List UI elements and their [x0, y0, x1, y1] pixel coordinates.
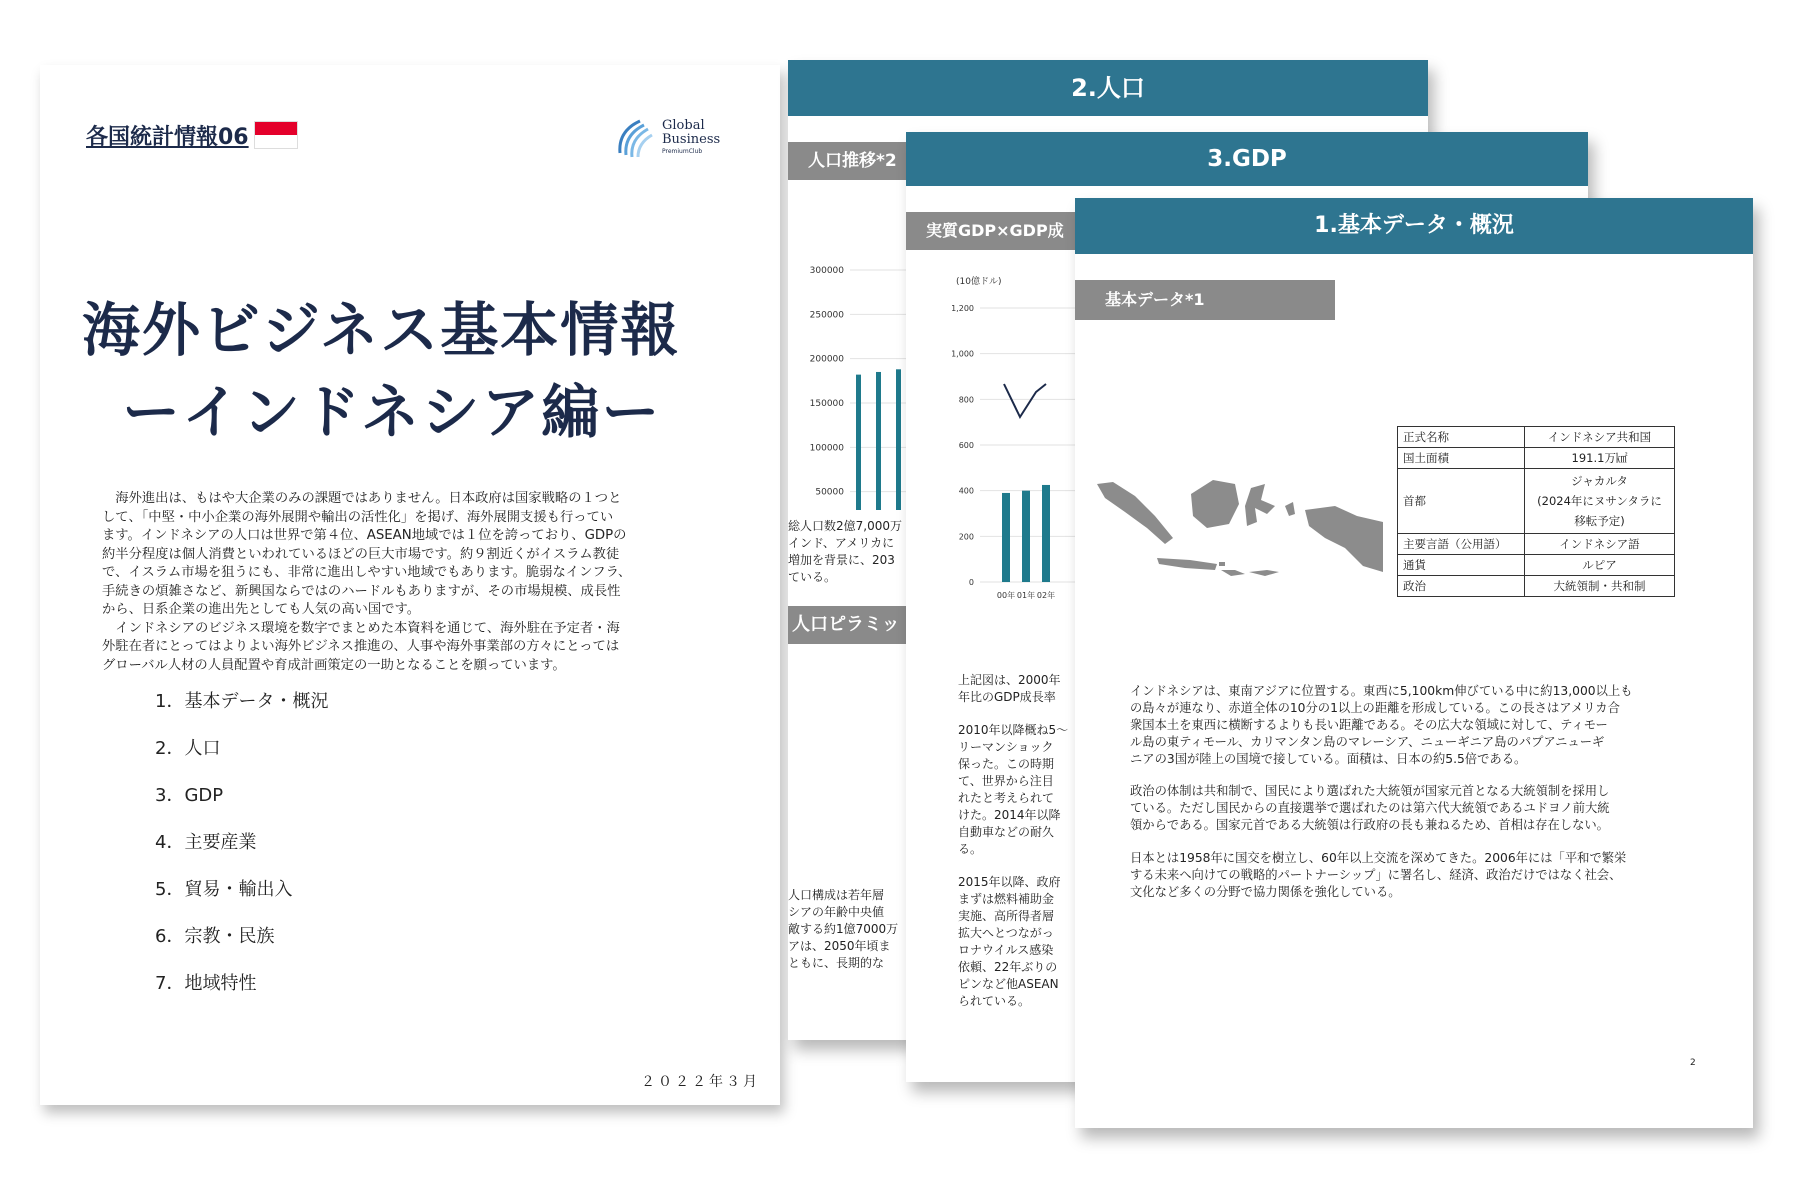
table-row — [1398, 534, 1675, 555]
toc-item[interactable]: 6．宗教・民族 — [155, 926, 275, 947]
y-tick-label: 400 — [958, 486, 974, 496]
basic-data-header: 基本データ*1 — [1075, 280, 1335, 320]
bar — [1002, 493, 1010, 582]
overview-paragraph-3: 日本とは1958年に国交を樹立し、60年以上交流を深めてきた。2006年には「平和で繁栄 する未来へ向けての戦略的パートナーシップ」に署名し、経済、政治だけではなく社会、 文化など多くの分野で協力関係を強化している。 — [1130, 851, 1627, 899]
y-tick-label: 600 — [958, 441, 974, 450]
x-tick-label: 00年 — [996, 591, 1016, 600]
table-value: インドネシア共和国 — [1525, 427, 1675, 448]
y-tick-label: 1,000 — [951, 349, 974, 359]
series-label: 各国統計情報06 — [86, 125, 249, 150]
table-key: 正式名称 — [1398, 427, 1525, 448]
table-row — [1398, 576, 1675, 597]
table-key: 首都 — [1398, 469, 1525, 534]
y-tick-label: 150000 — [809, 399, 844, 409]
basic-band-title: 1.基本データ・概況 — [1075, 198, 1753, 254]
y-tick-label: 200 — [958, 532, 974, 542]
y-tick-label: 800 — [958, 395, 974, 405]
table-row — [1398, 448, 1675, 469]
table-value: ルピア — [1525, 555, 1675, 576]
logo-line3: PremiumClub — [662, 148, 703, 155]
population-pyramid-header: 人口ピラミッ — [788, 606, 992, 644]
population-text2: 人口構成は若年層 シアの年齢中央値 敵する約1億7000万 アは、2050年頃ま ともに、長期的な — [788, 888, 899, 970]
table-value: インドネシア語 — [1525, 534, 1675, 555]
gdp-text1: 上記図は、2000年 年比のGDP成長率 — [958, 673, 1061, 704]
population-band-title: 2.人口 — [788, 60, 1428, 116]
bar — [1022, 491, 1030, 582]
population-chart — [788, 200, 918, 510]
bar — [1042, 485, 1050, 582]
overview-paragraph-2: 政治の体制は共和制で、国民により選ばれた大統領が国家元首となる大統領制を採用し ている。ただし国民からの直接選挙で選ばれたのは第六代大統領であるユドヨノ前大統 領からである。国家元首である大統領は行政府の長も兼ねるため、首相は存在しない。 — [1130, 784, 1610, 832]
cover-page — [40, 65, 780, 1105]
indonesia-flag-icon — [254, 121, 298, 149]
table-row — [1398, 427, 1675, 448]
bar — [876, 372, 881, 510]
overview-paragraph-1: インドネシアは、東南アジアに位置する。東西に5,100km伸びている中に約13,000以上も の島々が連なり、赤道全体の10分の1以上の距離を形成している。この長さはアメリカ合 衆国本土を東西に横断するよりも長い距離である。その広大な領域に対して、ティモー ル島の東ティモール、カリマンタン島のマレーシア、ニューギニア島のパプアニューギ ニアの3国が陸上の国境で接している。面積は、日本の約5.5倍である。 — [1130, 684, 1633, 766]
y-tick-label: 1,200 — [951, 304, 974, 313]
main-title-line2: ーインドネシア編ー — [122, 378, 662, 446]
gdp-band-title: 3.GDP — [906, 132, 1588, 186]
table-row — [1398, 469, 1675, 534]
table-key: 政治 — [1398, 576, 1525, 597]
gdp-chart — [936, 292, 1076, 612]
y-tick-label: 300000 — [809, 266, 844, 276]
toc-item[interactable]: 2．人口 — [155, 738, 221, 759]
y-tick-label: 100000 — [809, 443, 844, 454]
y-tick-label: 50000 — [815, 487, 844, 498]
basic-data-page — [1075, 198, 1753, 1128]
bar — [856, 375, 861, 510]
toc-item[interactable]: 3．GDP — [155, 785, 224, 806]
growth-line — [1004, 384, 1046, 417]
population-trend-header: 人口推移*2 — [788, 142, 1008, 180]
main-title-line1: 海外ビジネス基本情報 — [82, 296, 681, 364]
y-tick-label: 250000 — [809, 310, 844, 321]
logo-line2: Business — [662, 132, 721, 147]
table-of-contents — [155, 687, 328, 1016]
table-key: 国土面積 — [1398, 448, 1525, 469]
intro-paragraph: 海外進出は、もはや大企業のみの課題ではありません。日本政府は国家戦略の１つと して、「中堅・中小企業の海外展開や輸出の活性化」を掲げ、海外展開支援も行ってい ます。インドネシアの人口は世界で第４位、ASEAN地域では１位を誇っており、GDPの 約半分程度は個人消費といわれているほどの巨大市場です。約９割近くがイスラム教徒 で、イスラム市場を狙うにも、非常に進出しやすい地域でもあります。脆弱なインフラ、 手続きの煩雑さなど、新興国ならではのハードルもありますが、その市場規模、成長性 から、日系企業の進出先としても人気の高い国です。 インドネシアのビジネス環境を数字でまとめた本資料を通じて、海外駐在予定者・海 外駐在者にとってはよりよい海外ビジネス推進の、人事や海外事業部の方々にとっては グローバル人材の人員配置や育成計画策定の一助となることを願っています。 — [102, 491, 632, 673]
gdp-text3: 2015年以降、政府 まずは燃料補助金 実施、高所得者層 拡大へとつながっ ロナウイルス感染 依頼、22年ぶりの ピンなど他ASEAN られている。 — [958, 875, 1061, 1008]
page-number: 2 — [1690, 1058, 1696, 1068]
bar — [896, 369, 901, 510]
company-logo — [612, 113, 742, 163]
x-tick-label: 02年 — [1036, 591, 1056, 600]
gdp-unit-label: (10億ドル) — [956, 277, 1002, 287]
toc-item[interactable]: 7．地域特性 — [155, 973, 257, 994]
x-tick-label: 01年 — [1016, 591, 1036, 600]
basic-data-table — [1397, 426, 1675, 597]
table-value: 191.1万㎢ — [1525, 448, 1675, 469]
toc-item[interactable]: 4．主要産業 — [155, 832, 257, 853]
publication-date: ２０２２年３月 — [641, 1074, 760, 1090]
table-value: ジャカルタ (2024年にヌサンタラに 移転予定) — [1525, 469, 1675, 534]
table-row — [1398, 555, 1675, 576]
y-tick-label: 200000 — [809, 354, 844, 365]
logo-line1: Global — [662, 118, 705, 133]
table-key: 主要言語（公用語） — [1398, 534, 1525, 555]
population-text1: 総人口数2億7,000万 インド、アメリカに 増加を背景に、203 ている。 — [788, 519, 902, 584]
toc-item[interactable]: 5．貿易・輸出入 — [155, 879, 293, 900]
y-tick-label: 0 — [968, 578, 974, 587]
indonesia-map — [1095, 466, 1385, 586]
gdp-section-header: 実質GDP×GDP成 — [906, 212, 1146, 250]
gdp-text2: 2010年以降概ね5～ リーマンショック 保った。この時期 て、世界から注目 れたと考えられて けた。2014年以降 自動車などの耐久 る。 — [958, 723, 1069, 856]
table-key: 通貨 — [1398, 555, 1525, 576]
table-value: 大統領制・共和制 — [1525, 576, 1675, 597]
toc-item[interactable]: 1．基本データ・概況 — [155, 691, 329, 712]
